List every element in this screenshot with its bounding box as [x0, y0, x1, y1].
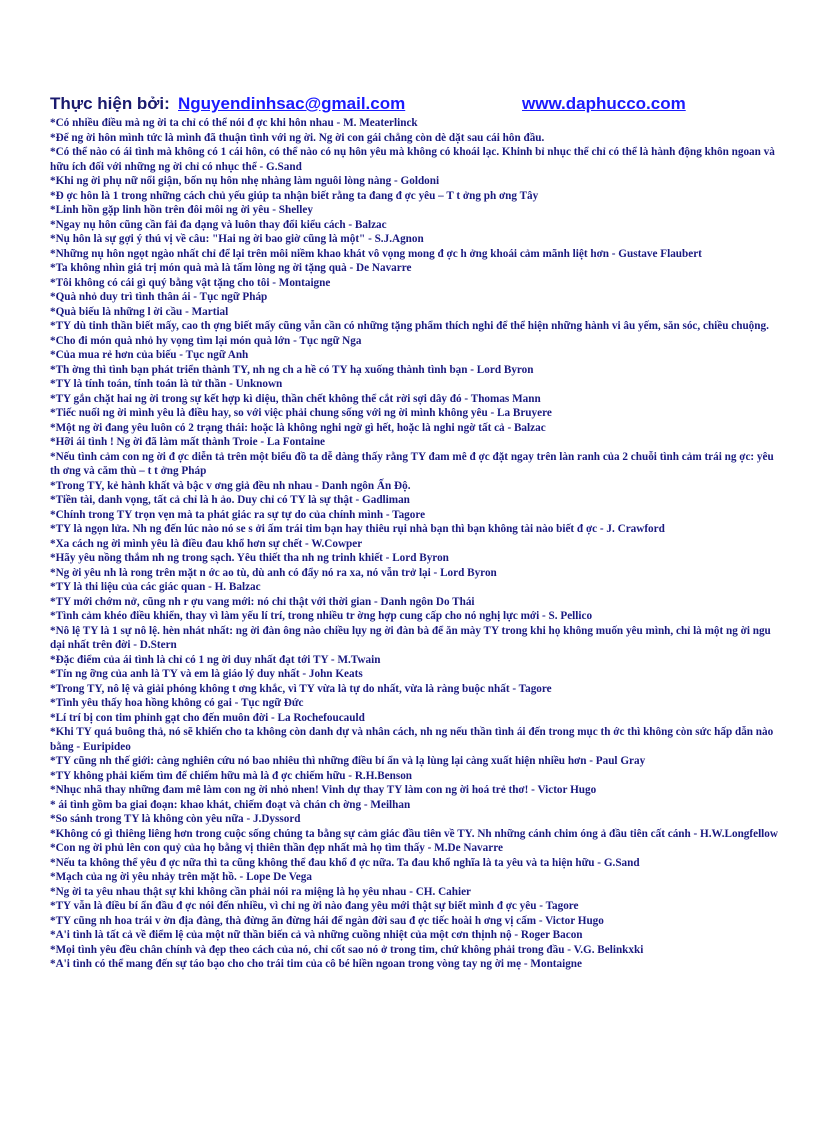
quote-item: *TY gắn chặt hai ng ời trong sự kết hợp kì diệu, thần chết không thể cắt rời sợi dây đó - Thomas Mann [50, 392, 541, 405]
quote-item: *Có nhiều điều mà ng ời ta chỉ có thể nói đ ợc khi hôn nhau - M. Meaterlinck [50, 117, 418, 129]
quote-item: *Nhục nhã thay những đam mê làm con ng ời nhỏ nhen! Vinh dự thay TY làm con ng ời hoá trẻ thơ! - Victor Hugo [50, 784, 597, 796]
quote-item: *Mạch của ng ời yêu nhảy trên mặt hồ. - Lope De Vega [50, 871, 312, 883]
quote-item: *Hỡi ái tình ! Ng ời đã làm mất thành Troie - La Fontaine [50, 436, 326, 448]
quote-item: *Xa cách ng ời mình yêu là điều đau khổ hơn sự chết - W.Cowper [50, 537, 363, 550]
quote-item: *Th ờng thì tình bạn phát triển thành TY, nh ng ch a hề có TY hạ xuống thành tình bạn - Lord Byron [50, 363, 534, 376]
quote-item: *Tôi không có cái gì quý bằng vật tặng cho tôi - Montaigne [50, 276, 331, 289]
quote-item: *Để ng ời hôn mình tức là mình đã thuận tình với ng ời. Ng ời con gái chẳng còn dè dặt sau cái hôn đầu. [50, 131, 545, 144]
quote-item: * ái tình gồm ba giai đoạn: khao khát, chiếm đoạt và chán ch ờng - Meilhan [50, 798, 411, 811]
quote-item: *Nếu ta không thể yêu đ ợc nữa thì ta cũng không thể đau khổ đ ợc nữa. Ta đau khổ nghĩa là ta yêu và ta hiện hữu - G.Sand [50, 856, 640, 869]
quote-item: *Linh hồn gặp linh hồn trên đôi môi ng ời yêu - Shelley [50, 204, 313, 216]
quote-item: *Tiền tài, danh vọng, tất cả chỉ là h ảo. Duy chỉ có TY là sự thật - Gadliman [50, 494, 410, 506]
quote-item: *Tình yêu thấy hoa hồng không có gai - Tục ngữ Đức [50, 697, 304, 709]
document-page [50, 94, 780, 972]
quote-item: *TY cũng nh thế giới: càng nghiên cứu nó bao nhiêu thì những điều bí ẩn và lạ lùng lại càng xuất hiện nhiều hơn - Paul Gray [50, 755, 646, 767]
quote-item: *TY không phải kiếm tìm để chiếm hữu mà là đ ợc chiếm hữu - R.H.Benson [50, 769, 413, 782]
author-label: Thực hiện bởi: [50, 94, 170, 113]
quote-item: *Chính trong TY trọn vẹn mà ta phát giác ra sự tự do của chính mình - Tagore [50, 508, 426, 521]
quote-item: *TY vẫn là điều bí ẩn đầu đ ợc nói đến nhiều, vì chỉ ng ời nào đang yêu mới thật sự biết mình đ ợc yêu - Tagore [50, 900, 579, 912]
email-link[interactable]: Nguyendinhsac@gmail.com [178, 94, 406, 113]
quote-item: *TY mới chớm nở, cũng nh r ợu vang mới: nó chỉ thật với thời gian - Danh ngôn Do Thái [50, 595, 475, 608]
quote-item: *Quà nhỏ duy trì tình thân ái - Tục ngữ Pháp [50, 291, 268, 303]
quote-item: *Khi ng ời phụ nữ nổi giận, bốn nụ hôn nhẹ nhàng làm nguôi lòng nàng - Goldoni [50, 175, 440, 187]
quote-item: *So sánh trong TY là không còn yêu nữa - J.Dyssord [50, 813, 301, 825]
quote-item: *Nếu tình cảm con ng ời đ ợc diễn tả trên một biểu đồ ta dễ dàng thấy rằng TY đam mê đ ợc đặt ngay trên làn ranh của 2 chuỗi tình cảm trái ng ợc: yêu th ơng và căm thù – t t ởng Pháp [50, 450, 774, 477]
quote-item: *Tình cảm khéo điều khiển, thay vì làm yếu lí trí, trong nhiều tr ờng hợp cung cấp cho nó nghị lực mới - S. Pellico [50, 610, 593, 622]
quote-item: *Tiếc nuối ng ời mình yêu là điều hay, so với việc phải chung sống với ng ời mình không yêu - La Bruyere [50, 407, 552, 419]
quote-item: *Của mua rẻ hơn của biếu - Tục ngữ Anh [50, 349, 249, 361]
quote-item: *TY là ngọn lửa. Nh ng đến lúc nào nó se s ởi ấm trái tim bạn hay thiêu rụi nhà bạn thì bạn không tài nào biết đ ợc - J. Crawford [50, 523, 665, 535]
quote-item: *Trong TY, nô lệ và giải phóng không t ơng khắc, vì TY vừa là tự do nhất, vừa là ràng buộc nhất - Tagore [50, 682, 552, 695]
quote-item: *Hãy yêu nồng thắm nh ng trong sạch. Yêu thiết tha nh ng trinh khiết - Lord Byron [50, 552, 449, 564]
quote-item: *Mọi tình yêu đều chân chính và đẹp theo cách của nó, chỉ cốt sao nó ở trong tim, chứ không phải trong đầu - V.G. Belinkxki [50, 943, 644, 956]
quote-item: *Có thể nào có ái tình mà không có 1 cái hôn, có thể nào có nụ hôn yêu mà không có khoái lạc. Khinh bỉ nhục thể chỉ có thể là hành động khôn ngoan và hữu ích đối với những ng ời chỉ có nhục thể - G.Sand [50, 146, 775, 173]
quote-item: *Một ng ời đang yêu luôn có 2 trạng thái: hoặc là không nghi ngờ gì hết, hoặc là nghi ngờ tất cả - Balzac [50, 421, 546, 434]
quote-item: *Ngay nụ hôn cũng cần fải đa dạng và luôn thay đổi kiểu cách - Balzac [50, 218, 387, 231]
header [50, 94, 780, 116]
quote-item: *Ta không nhìn giá trị món quà mà là tấm lòng ng ời tặng quà - De Navarre [50, 262, 412, 274]
quote-list [50, 116, 780, 972]
quote-item: *Trong TY, kẻ hành khất và bậc v ơng giả đều nh nhau - Danh ngôn Ấn Độ. [50, 479, 411, 492]
quote-item: *Quà biếu là những l ời cầu - Martial [50, 305, 229, 318]
website-link[interactable]: www.daphucco.com [522, 94, 686, 113]
quote-item: *Ng ời ta yêu nhau thật sự khi không cần phải nói ra miệng là họ yêu nhau - CH. Cahier [50, 885, 472, 898]
quote-item: *TY cũng nh hoa trái v ờn địa đàng, thà đừng ăn đừng hái để ngàn đời sau đ ợc tiếc hoài h ơng vị cấm - Victor Hugo [50, 914, 604, 927]
quote-item: *Tín ng ỡng của anh là TY và em là giáo lý duy nhất - John Keats [50, 668, 363, 680]
quote-item: *Ng ời yêu nh là rong trên mặt n ớc ao tù, dù anh có đẩy nó ra xa, nó vẫn trở lại - Lord Byron [50, 566, 497, 579]
quote-item: *TY là thi liệu của các giác quan - H. Balzac [50, 581, 261, 593]
quote-item: *Nô lệ TY là 1 sự nô lệ. hèn nhát nhất: ng ời đàn ông nào chiều lụy ng ời đàn bà để ăn mày TY trong khi họ không muốn yêu mình, chỉ là một ng ời ngu dại nhất trên đời - D.Stern [50, 624, 771, 651]
quote-item: *A'i tình là tất cả về điểm lệ của một nữ thần biến cả và những cuồng nhiệt của một cơn thịnh nộ - Roger Bacon [50, 929, 583, 941]
quote-item: *Con ng ời phủ lên con quỷ của họ bằng vị thiên thần đẹp nhất mà họ tìm thấy - M.De Navarre [50, 842, 503, 854]
quote-item: *Nụ hôn là sự gợi ý thú vị về câu: "Hai ng ời bao giờ cũng là một" - S.J.Agnon [50, 233, 424, 245]
quote-item: *TY là tính toán, tính toán là tử thần - Unknown [50, 378, 283, 390]
quote-item: *Không có gì thiêng liêng hơn trong cuộc sống chúng ta bằng sự cảm giác đầu tiên về TY. Nh những cánh chim óng ả đầu tiên cất cánh - H.W.Longfellow [50, 827, 778, 840]
quote-item: *Những nụ hôn ngọt ngào nhất chỉ để lại trên môi niềm khao khát vô vọng mong đ ợc h ởng khoái cảm mãnh liệt hơn - Gustave Flaubert [50, 247, 702, 260]
quote-item: *TY dù tinh thần biết mấy, cao th ợng biết mấy cũng vẫn cần có những tặng phẩm thích nghi để thể hiện những hành vi âu yếm, săn sóc, chiều chuộng. [50, 320, 769, 332]
quote-item: *Cho đi món quà nhỏ hy vọng tìm lại món quà lớn - Tục ngữ Nga [50, 334, 362, 347]
quote-item: *Đặc điểm của ái tình là chỉ có 1 ng ời duy nhất đạt tới TY - M.Twain [50, 653, 381, 666]
quote-item: *Lí trí bị con tim phỉnh gạt cho đến muôn đời - La Rochefoucauld [50, 711, 365, 724]
quote-item: *Khi TY quá buông thả, nó sẽ khiến cho ta không còn danh dự và nhân cách, nh ng nếu thần tình ái đến trong mục th ớc thì không còn sức hấp dẫn nào bằng - Euripideo [50, 726, 774, 753]
quote-item: *Đ ợc hôn là 1 trong những cách chủ yếu giúp ta nhận biết rằng ta đang đ ợc yêu – T t ởng ph ơng Tây [50, 189, 539, 202]
quote-item: *A'i tình có thể mang đến sự táo bạo cho cho trái tim của cô bé hiền ngoan trong vòng tay ng ời mẹ - Montaigne [50, 958, 582, 970]
